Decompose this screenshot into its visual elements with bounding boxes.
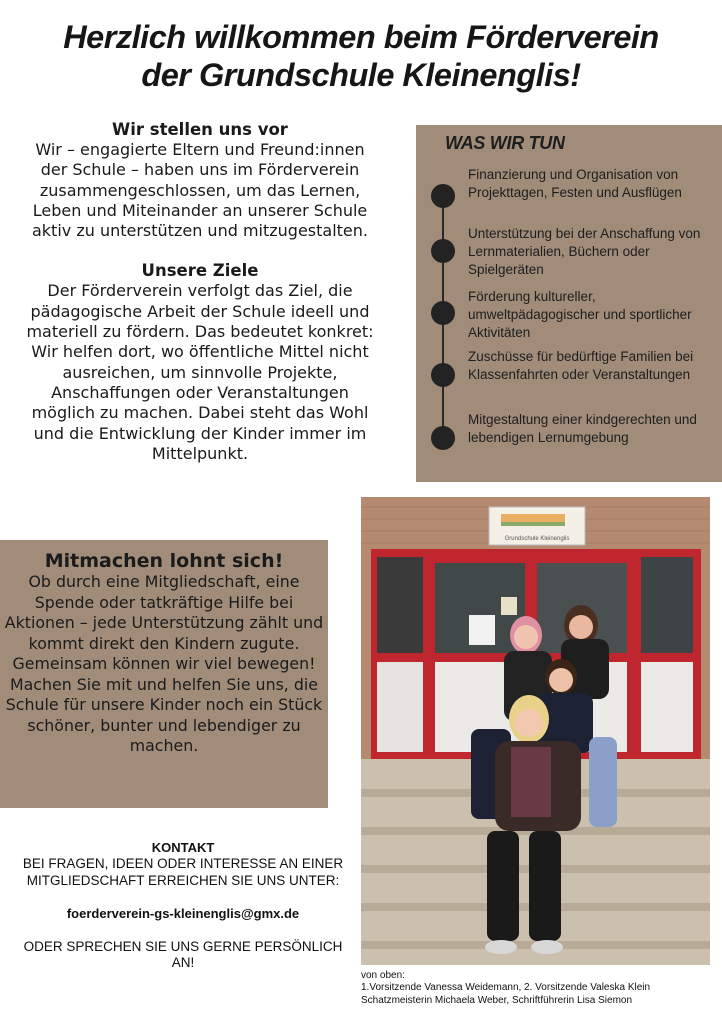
was-item-text: Förderung kultureller, umweltpädagogischer und sportlicher Aktivitäten xyxy=(468,289,692,340)
page-title-line-2: der Grundschule Kleinenglis! xyxy=(141,57,581,93)
kontakt-email-link[interactable]: foerderverein-gs-kleinenglis@gmx.de xyxy=(66,905,300,921)
page-title-line-1: Herzlich willkommen beim Förderverein xyxy=(63,19,659,55)
was-wir-tun-box xyxy=(416,125,722,482)
intro-heading: Wir stellen uns vor xyxy=(112,120,288,139)
kontakt-text: BEI FRAGEN, IDEEN ODER INTERESSE AN EINER MITGLIEDSCHAFT ERREICHEN SIE UNS UNTER: xyxy=(22,856,344,888)
photo-caption xyxy=(361,970,722,1007)
team-photo-illustration xyxy=(361,497,710,965)
mitmachen-box xyxy=(0,540,328,808)
was-item-text: Unterstützung bei der Anschaffung von Lernmaterialien, Büchern oder Spielgeräten xyxy=(468,226,701,277)
caption-line-3: Schatzmeisterin Michaela Weber, Schriftführerin Lisa Siemon xyxy=(361,994,633,1006)
photo-sign-text: Grundschule Kleinenglis xyxy=(504,536,570,542)
caption-line-2: 1.Vorsitzende Vanessa Weidemann, 2. Vorsitzende Valeska Klein xyxy=(361,982,651,994)
caption-line-1: von oben: xyxy=(361,970,405,981)
was-item-text: Zuschüsse für bedürftige Familien bei Klassenfahrten oder Veranstaltungen xyxy=(468,349,694,382)
intro-text: Wir – engagierte Eltern und Freund:innen der Schule – haben uns im Förderverein zusammengeschlossen, um das Lernen, Leben und Miteinander an unserer Schule aktiv zu unterstützen und mitzugestalten. xyxy=(31,140,368,241)
goals-text: Der Förderverein verfolgt das Ziel, die pädagogische Arbeit der Schule ideell und materiell zu fördern. Das bedeutet konkret: Wir helfen dort, wo öffentliche Mittel nicht ausreichen, um sinnvolle Projekte, Anschaffungen oder Veranstaltungen möglich zu machen. Dabei steht das Wohl und die Entwicklung der Kinder immer im Mittelpunkt. xyxy=(26,281,374,463)
intro-section xyxy=(22,120,378,484)
kontakt-closing: ODER SPRECHEN SIE UNS GERNE PERSÖNLICH AN! xyxy=(23,939,343,971)
was-item-text: Mitgestaltung einer kindgerechten und lebendigen Lernumgebung xyxy=(468,412,697,445)
kontakt-heading: KONTAKT xyxy=(151,840,215,855)
goals-heading: Unsere Ziele xyxy=(141,261,259,281)
was-item-text: Finanzierung und Organisation von Projekttagen, Festen und Ausflügen xyxy=(468,167,682,200)
kontakt-section xyxy=(20,840,346,972)
mitmachen-text: Ob durch eine Mitgliedschaft, eine Spende oder tatkräftige Hilfe bei Aktionen – jede Unterstützung zählt und kommt direkt den Kindern zugute. Gemeinsam können wir viel bewegen! xyxy=(4,572,324,673)
timeline-dot-icon xyxy=(431,301,455,325)
timeline-dot-icon xyxy=(431,239,455,263)
mitmachen-title: Mitmachen lohnt sich! xyxy=(44,550,284,572)
page-title xyxy=(20,18,702,94)
mitmachen-text-2: Machen Sie mit und helfen Sie uns, die Schule für unsere Kinder noch ein Stück schöner, bunter und lebendiger zu machen. xyxy=(5,674,323,755)
was-wir-tun-title: WAS WIR TUN xyxy=(445,133,565,153)
timeline-dot-icon xyxy=(431,363,455,387)
timeline-dot-icon xyxy=(431,426,455,450)
team-photo xyxy=(361,497,710,965)
timeline-dot-icon xyxy=(431,184,455,208)
